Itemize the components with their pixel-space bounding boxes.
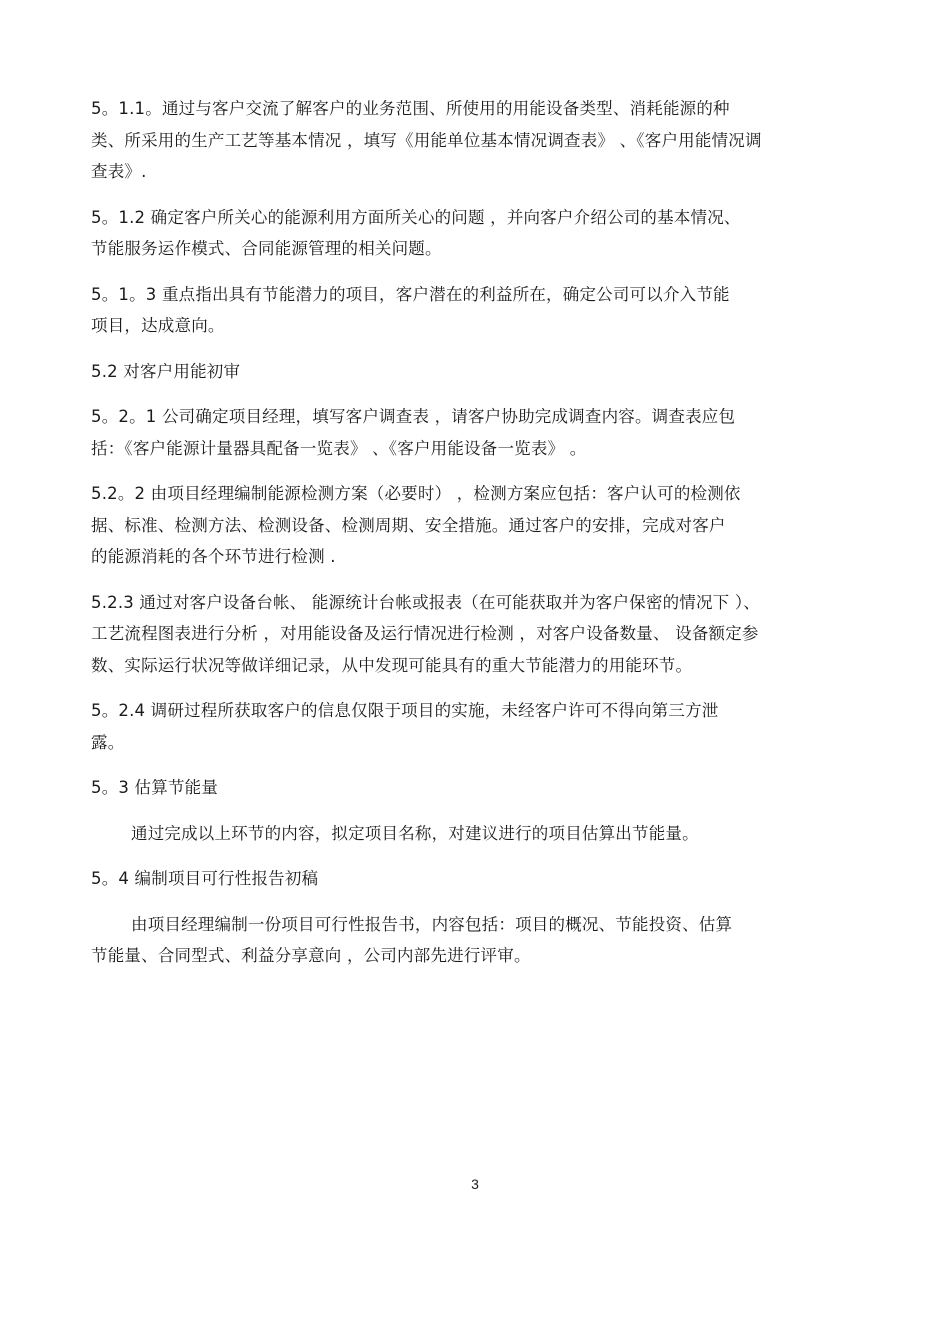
paragraph-p-5-3-body: [91, 818, 871, 850]
text-line: 5。1。3 重点指出具有节能潜力的项目，客户潜在的利益所在，确定公司可以介入节能: [91, 284, 730, 304]
text-line: 由项目经理编制一份项目可行性报告书，内容包括：项目的概况、节能投资、估算: [131, 914, 733, 934]
text-line: 通过完成以上环节的内容，拟定项目名称，对建议进行的项目估算出节能量。: [131, 823, 699, 843]
text-line: 项目，达成意向。: [91, 316, 225, 335]
text-line: 节能服务运作模式、合同能源管理的相关问题。: [91, 239, 442, 258]
text-line: 工艺流程图表进行分析 ，对用能设备及运行情况进行检测 ，对客户设备数量、 设备额定参: [91, 624, 759, 643]
paragraph-h-5-4: [91, 863, 871, 895]
paragraph-p-5-2-1: [91, 401, 871, 464]
paragraph-p-5-1-3: [91, 279, 871, 342]
paragraph-p-5-2-3: [91, 587, 871, 682]
text-line: 5。3 估算节能量: [91, 778, 219, 797]
text-line: 节能量、合同型式、利益分享意向 ，公司内部先进行评审。: [91, 946, 531, 965]
text-line: 5。2.4 调研过程所获取客户的信息仅限于项目的实施，未经客户许可不得向第三方泄: [91, 701, 719, 720]
text-line: 5.2。2 由项目经理编制能源检测方案（必要时） ，检测方案应包括：客户认可的检测依: [91, 484, 741, 503]
text-line: 5。1.1。通过与客户交流了解客户的业务范围、所使用的用能设备类型、消耗能源的种: [91, 99, 730, 118]
paragraph-p-5-1-1: [91, 93, 871, 188]
paragraph-p-5-1-2: [91, 202, 871, 265]
page-number: 3: [471, 1176, 479, 1192]
text-line: 数、实际运行状况等做详细记录，从中发现可能具有的重大节能潜力的用能环节。: [91, 655, 693, 675]
text-line: 5。1.2 确定客户所关心的能源利用方面所关心的问题 ，并向客户介绍公司的基本情况、: [91, 207, 741, 227]
paragraph-h-5-3: [91, 772, 871, 804]
text-line: 类、所采用的生产工艺等基本情况 ，填写《用能单位基本情况调查表》 、《客户用能情况调: [91, 130, 762, 150]
paragraph-p-5-4-body: [91, 909, 871, 972]
text-line: 据、标准、检测方法、检测设备、检测周期、安全措施。通过客户的安排，完成对客户: [91, 515, 726, 535]
text-line: 5。2。1 公司确定项目经理，填写客户调查表 ，请客户协助完成调查内容。调查表应包: [91, 407, 736, 426]
text-line: 5.2 对客户用能初审: [91, 361, 241, 381]
text-line: 的能源消耗的各个环节进行检测 .: [91, 547, 336, 566]
text-line: 露。: [91, 732, 125, 752]
text-line: 5。4 编制项目可行性报告初稿: [91, 869, 319, 888]
text-line: 5.2.3 通过对客户设备台帐、 能源统计台帐或报表（在可能获取并为客户保密的情况下 ）、: [91, 592, 760, 612]
paragraph-p-5-2-2: [91, 478, 871, 573]
paragraph-h-5-2: [91, 356, 871, 388]
paragraph-p-5-2-4: [91, 695, 871, 758]
text-line: 查表》.: [91, 162, 147, 181]
document-body: [91, 93, 871, 986]
text-line: 括：《客户能源计量器具配备一览表》 、《客户用能设备一览表》 。: [91, 438, 587, 458]
